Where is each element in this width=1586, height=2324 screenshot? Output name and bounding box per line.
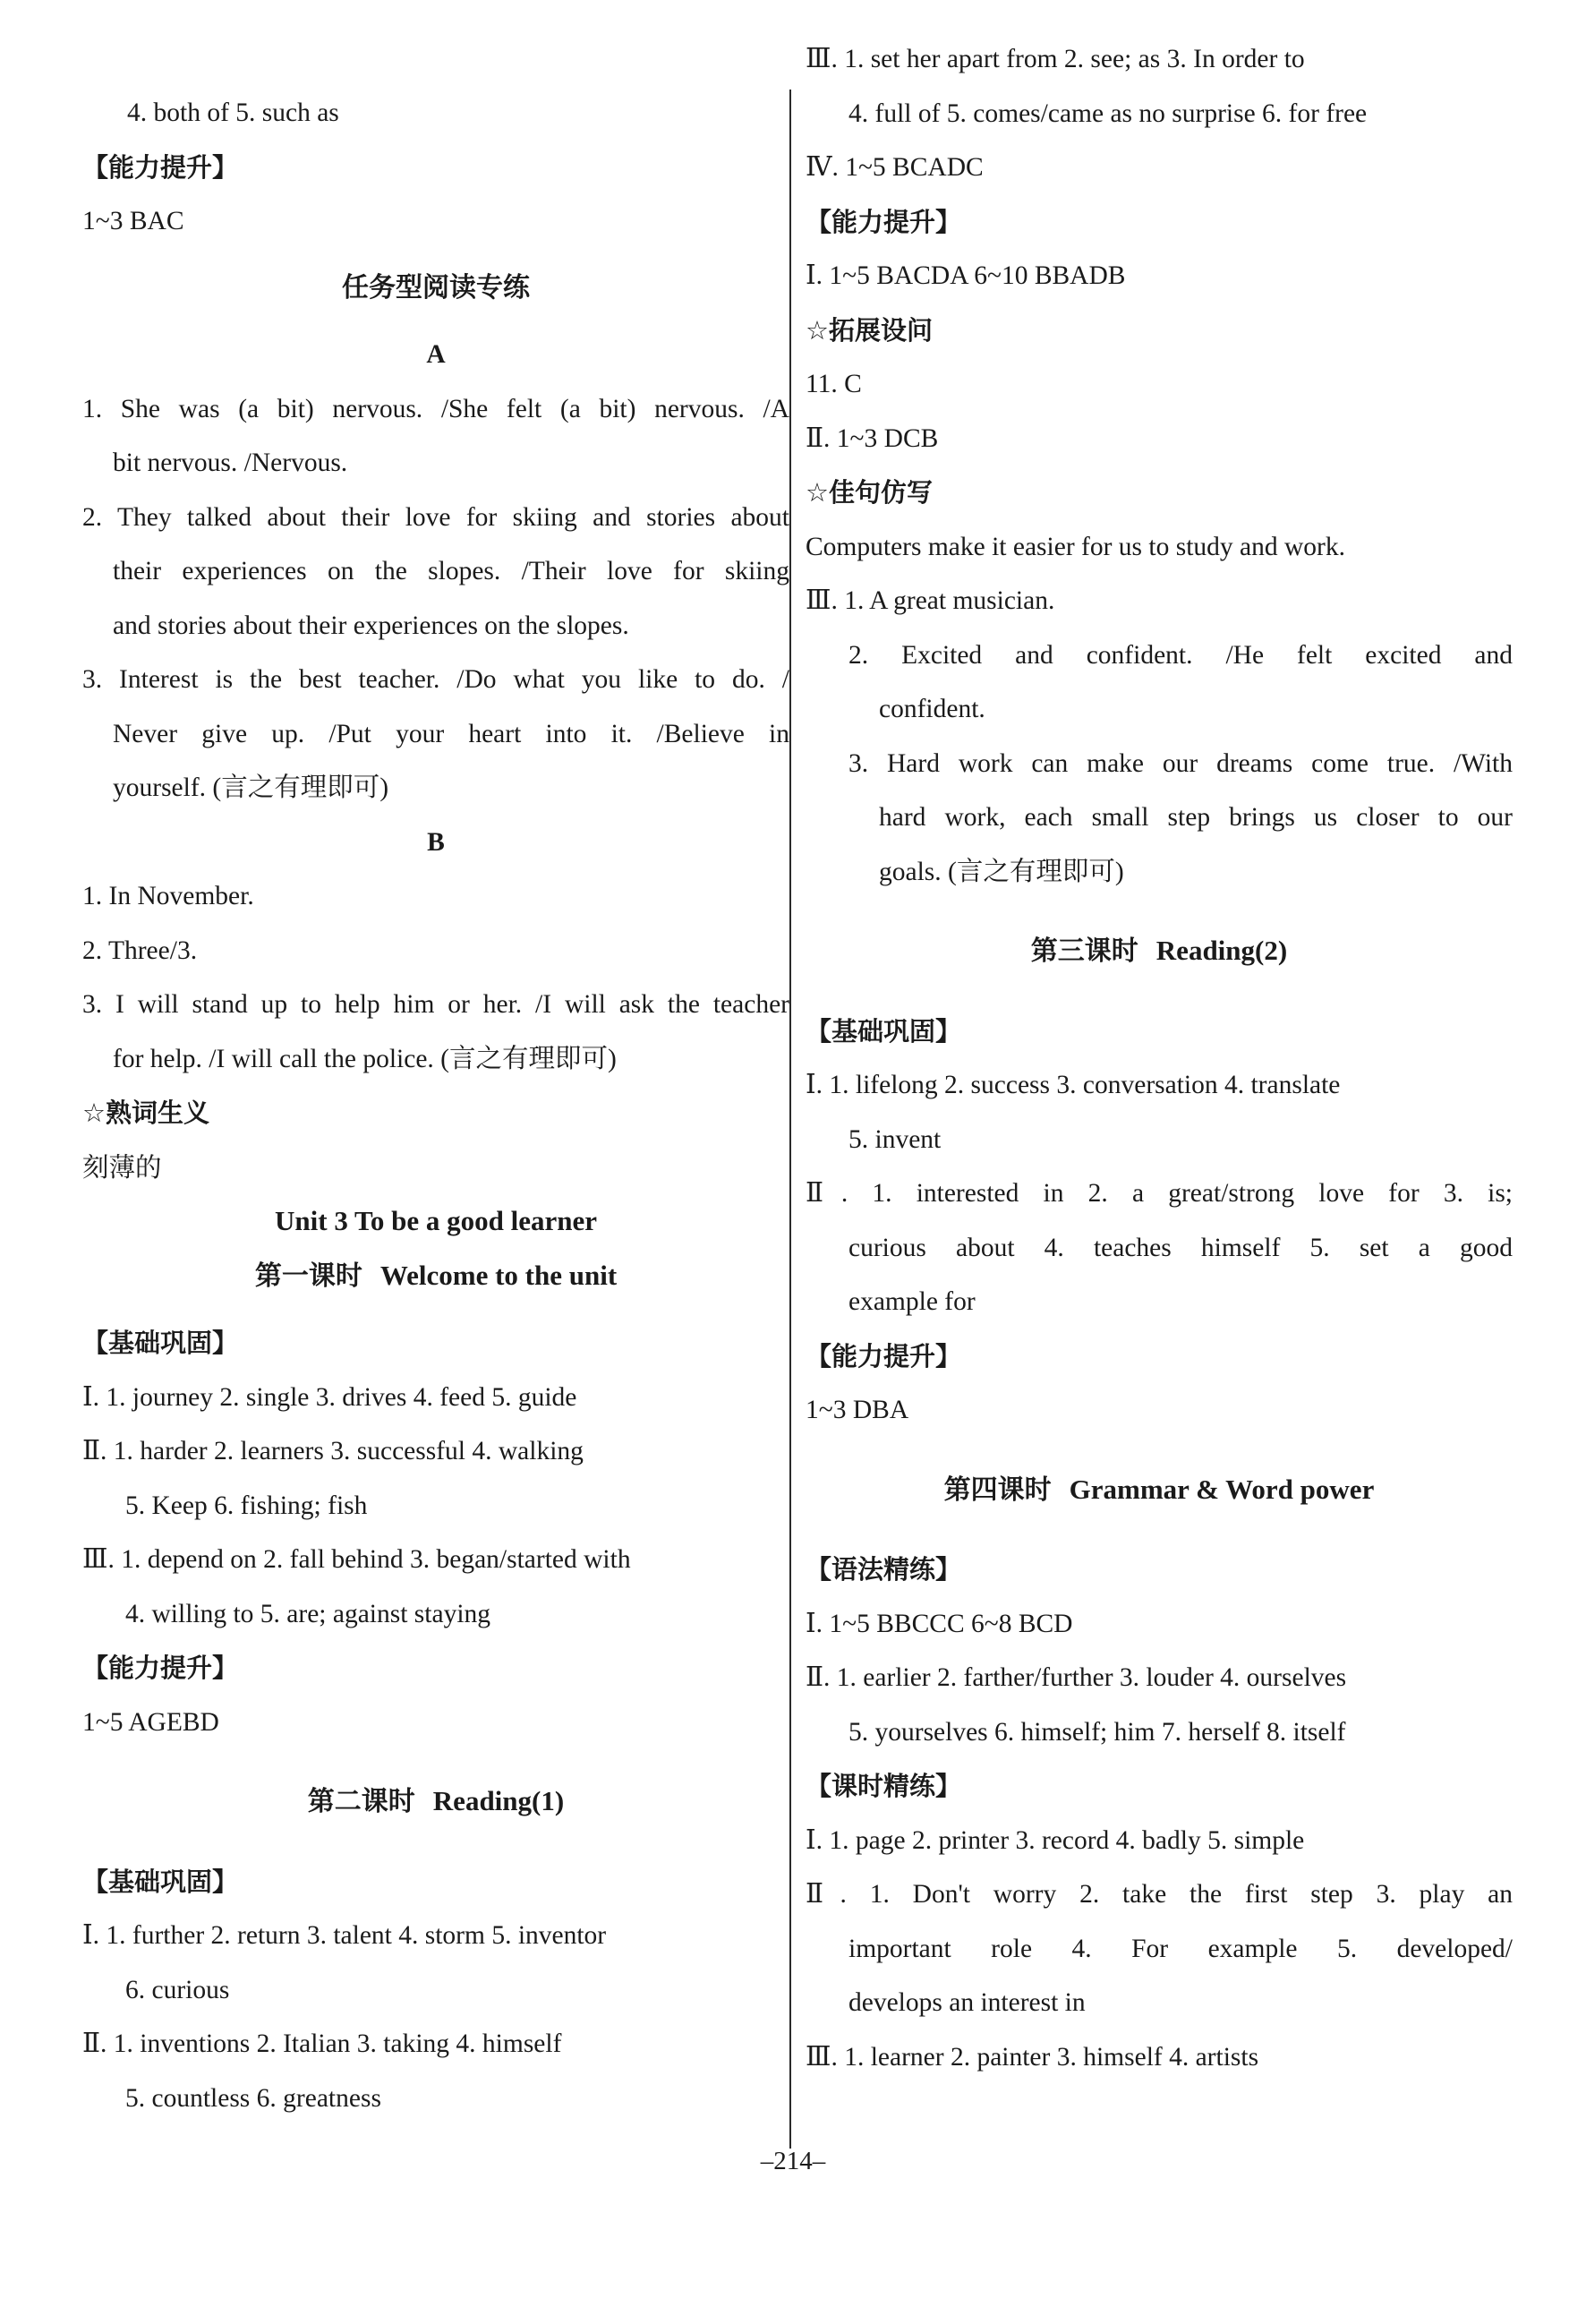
lesson-title xyxy=(806,1463,1513,1518)
answer-line: 3. I will stand up to help him or her. /I will ask the teacher xyxy=(82,990,789,1019)
section-heading: 【基础巩固】 xyxy=(82,1866,239,1897)
answer-line: 1. In November. xyxy=(82,882,254,910)
answer-line: develops an interest in xyxy=(848,1988,1086,2017)
lesson-label: 第三课时 xyxy=(1030,936,1138,967)
answer-line: 2. Three/3. xyxy=(82,936,198,965)
right-column xyxy=(806,45,1513,2084)
answer-line: Ⅱ. 1. inventions 2. Italian 3. taking 4. himself xyxy=(82,2029,562,2058)
section-heading: ☆拓展设问 xyxy=(806,314,933,346)
answer-line: 3. Hard work can make our dreams come true. /With xyxy=(848,748,1513,778)
answer-line: Never give up. /Put your heart into it. /Believe in xyxy=(113,719,789,748)
answer-line: Ⅰ. 1. page 2. printer 3. record 4. badly 5. simple xyxy=(806,1825,1305,1855)
answer-line: 5. invent xyxy=(848,1124,942,1154)
answer-line: 6. curious xyxy=(125,1975,230,2004)
subsection-label: B xyxy=(427,827,445,857)
answer-line: Ⅳ. 1~5 BCADC xyxy=(806,153,984,182)
answer-line: 5. Keep 6. fishing; fish xyxy=(125,1491,368,1520)
answer-line: 刻薄的 xyxy=(82,1151,162,1183)
answer-line: 1~3 BAC xyxy=(82,207,184,235)
section-heading: ☆熟词生义 xyxy=(82,1098,209,1128)
answer-line: Ⅱ. 1~3 DCB xyxy=(806,423,939,453)
answer-line: 2. They talked about their love for skiing and stories about xyxy=(82,502,789,532)
answer-line: 11. C xyxy=(806,370,862,398)
answer-line: Ⅰ. 1. lifelong 2. success 3. conversation 4. translate xyxy=(806,1071,1341,1099)
answer-line: Ⅱ. 1. earlier 2. farther/further 3. louder 4. ourselves xyxy=(806,1663,1347,1692)
answer-line: example for xyxy=(848,1287,976,1316)
unit-title: Unit 3 To be a good learner xyxy=(275,1205,597,1236)
section-heading: 【语法精练】 xyxy=(806,1554,962,1585)
answer-line: and stories about their experiences on the slopes. xyxy=(113,611,629,640)
lesson-label: 第一课时 xyxy=(254,1260,362,1292)
answer-line: Ⅲ. 1. A great musician. xyxy=(806,586,1055,615)
answer-line: Ⅰ. 1. journey 2. single 3. drives 4. feed 5. guide xyxy=(82,1382,577,1412)
answer-line: hard work, each small step brings us closer to our xyxy=(879,803,1513,832)
answer-line: Ⅲ. 1. learner 2. painter 3. himself 4. artists xyxy=(806,2042,1259,2072)
answer-line: for help. /I will call the police. (言之有理即可) xyxy=(113,1044,617,1073)
answer-line: Ⅱ. 1. harder 2. learners 3. successful 4. walking xyxy=(82,1437,584,1465)
lesson-name: Welcome to the unit xyxy=(379,1259,618,1291)
answer-line: curious about 4. teaches himself 5. set a good xyxy=(848,1233,1513,1262)
lesson-label: 第四课时 xyxy=(943,1474,1052,1506)
answer-line: 1~5 AGEBD xyxy=(82,1707,219,1737)
answer-line: their experiences on the slopes. /Their love for skiing xyxy=(113,557,789,585)
section-heading: 【能力提升】 xyxy=(806,206,962,237)
section-heading: 【课时精练】 xyxy=(806,1771,962,1801)
answer-line: bit nervous. /Nervous. xyxy=(113,449,348,477)
answer-line: 4. full of 5. comes/came as no surprise 6. for free xyxy=(848,98,1368,128)
answer-line: yourself. (言之有理即可) xyxy=(113,773,389,802)
answer-line: Ⅲ. 1. depend on 2. fall behind 3. began/started with xyxy=(82,1545,631,1574)
answer-line: confident. xyxy=(879,695,985,723)
answer-line: important role 4. For example 5. developed/ xyxy=(848,1934,1513,1963)
column-divider xyxy=(789,90,791,2149)
section-heading: 【能力提升】 xyxy=(806,1340,962,1371)
answer-line: Ⅰ. 1~5 BBCCC 6~8 BCD xyxy=(806,1609,1073,1638)
answer-line: 3. Interest is the best teacher. /Do what you like to do. / xyxy=(82,665,789,694)
answer-line: 5. countless 6. greatness xyxy=(125,2083,381,2113)
answer-line: Computers make it easier for us to study and work. xyxy=(806,532,1345,561)
section-heading: ☆佳句仿写 xyxy=(806,477,933,508)
answer-line: 2. Excited and confident. /He felt excited and xyxy=(848,640,1513,670)
answer-line: 5. yourselves 6. himself; him 7. herself 8. itself xyxy=(848,1717,1346,1747)
section-heading: 【能力提升】 xyxy=(82,1653,239,1683)
answer-line: 1~3 DBA xyxy=(806,1396,909,1424)
answer-line: Ⅲ. 1. set her apart from 2. see; as 3. In order to xyxy=(806,45,1305,73)
answer-line: Ⅱ. 1. Don't worry 2. take the first step 3. play an xyxy=(806,1880,1513,1909)
answer-line: 4. both of 5. such as xyxy=(127,98,339,127)
section-heading: 【能力提升】 xyxy=(82,151,239,183)
section-heading: 【基础巩固】 xyxy=(82,1328,239,1358)
answer-line: 1. She was (a bit) nervous. /She felt (a bit) nervous. /A xyxy=(82,394,789,423)
section-title: 任务型阅读专练 xyxy=(342,271,530,303)
page-number: –214– xyxy=(760,2147,826,2175)
lesson-title xyxy=(82,1249,789,1304)
left-column xyxy=(82,86,789,2125)
subsection-label: A xyxy=(426,340,446,369)
lesson-name: Reading(1) xyxy=(432,1785,565,1816)
answer-line: goals. (言之有理即可) xyxy=(879,857,1124,886)
lesson-title xyxy=(82,1774,789,1830)
answer-line: Ⅰ. 1. further 2. return 3. talent 4. storm 5. inventor xyxy=(82,1921,607,1950)
answer-line: Ⅰ. 1~5 BACDA 6~10 BBADB xyxy=(806,261,1126,290)
answer-line: Ⅱ. 1. interested in 2. a great/strong love for 3. is; xyxy=(806,1179,1513,1208)
lesson-label: 第二课时 xyxy=(307,1786,415,1817)
lesson-title xyxy=(806,924,1513,979)
section-heading: 【基础巩固】 xyxy=(806,1015,962,1047)
lesson-name: Grammar & Word power xyxy=(1069,1473,1375,1505)
lesson-name: Reading(2) xyxy=(1155,935,1288,966)
answer-line: 4. willing to 5. are; against staying xyxy=(125,1599,491,1628)
